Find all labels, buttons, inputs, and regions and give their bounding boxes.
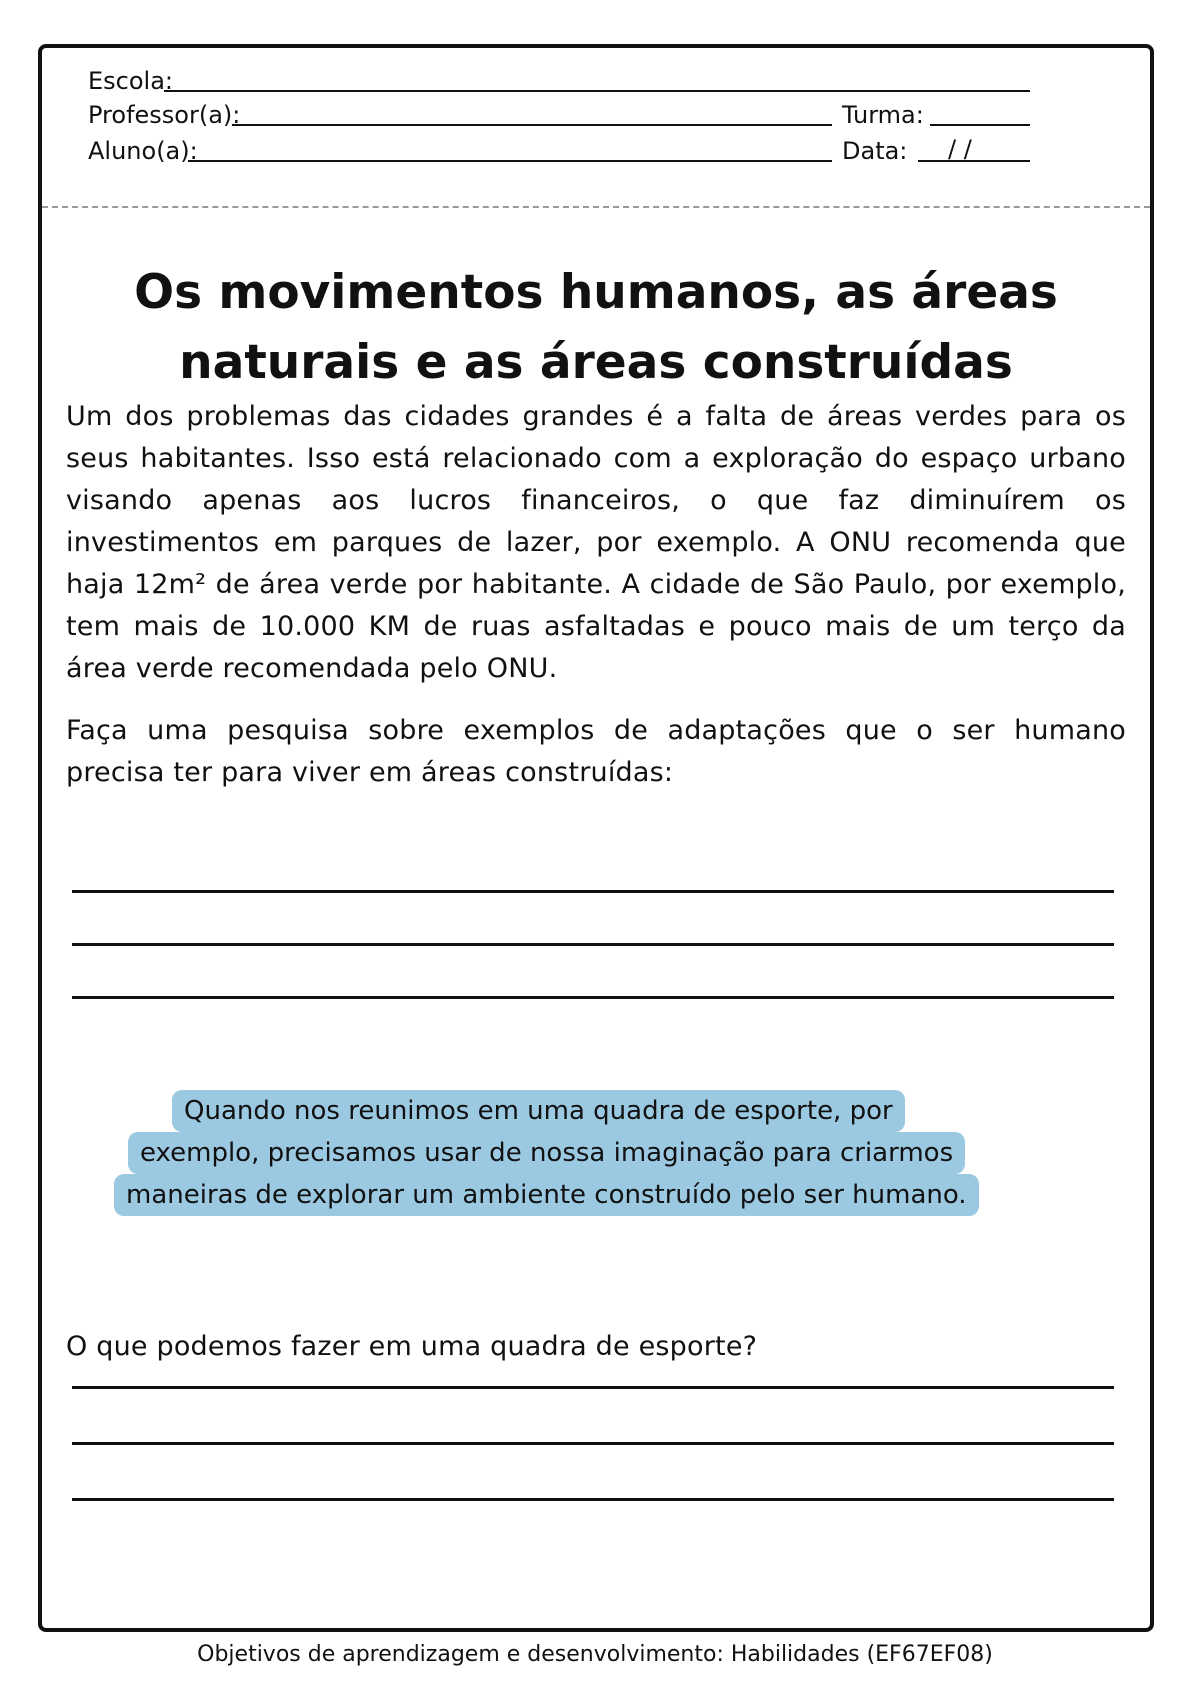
intro-paragraph: Um dos problemas das cidades grandes é a falta de áreas verdes para os seus habitantes. Isso está relacionado com a exploração do espaço urbano visando apenas aos lucros financeiros, o que faz diminuírem os investimentos em parques de lazer, por exemplo. A ONU recomenda que haja 12m² de área verde por habitante. A cidade de São Paulo, por exemplo, tem mais de 10.000 KM de ruas asfaltadas e pouco mais de um terço da área verde recomendada pelo ONU. bbox=[66, 401, 1126, 684]
answer-line-4[interactable] bbox=[72, 1386, 1114, 1389]
aluno-label: Aluno(a): bbox=[88, 137, 198, 165]
answer-line-1[interactable] bbox=[72, 890, 1114, 893]
turma-field[interactable] bbox=[930, 124, 1030, 126]
page-title: Os movimentos humanos, as áreas naturais e as áreas construídas bbox=[134, 265, 1058, 390]
highlight-line-3: maneiras de explorar um ambiente construído pelo ser humano. bbox=[114, 1174, 979, 1216]
question-1: Faça uma pesquisa sobre exemplos de adaptações que o ser humano precisa ter para viver em áreas construídas: bbox=[66, 715, 1126, 788]
professor-field[interactable] bbox=[232, 124, 832, 126]
answer-line-3[interactable] bbox=[72, 996, 1114, 999]
aluno-field[interactable] bbox=[188, 160, 832, 162]
header-divider bbox=[42, 206, 1150, 208]
question-2: O que podemos fazer em uma quadra de esporte? bbox=[66, 1331, 758, 1362]
data-field[interactable] bbox=[918, 160, 1030, 162]
escola-label: Escola: bbox=[88, 67, 174, 95]
professor-label: Professor(a): bbox=[88, 101, 241, 129]
date-slashes: / / bbox=[948, 135, 972, 163]
highlight-line-1: Quando nos reunimos em uma quadra de esporte, por bbox=[172, 1090, 905, 1132]
answer-line-2[interactable] bbox=[72, 943, 1114, 946]
answer-line-5[interactable] bbox=[72, 1442, 1114, 1445]
escola-field[interactable] bbox=[164, 90, 1030, 92]
worksheet-frame bbox=[38, 44, 1154, 1632]
highlight-line-2: exemplo, precisamos usar de nossa imaginação para criarmos bbox=[128, 1132, 965, 1174]
turma-label: Turma: bbox=[842, 101, 924, 129]
data-label: Data: bbox=[842, 137, 908, 165]
answer-line-6[interactable] bbox=[72, 1498, 1114, 1501]
footer-objectives: Objetivos de aprendizagem e desenvolvimento: Habilidades (EF67EF08) bbox=[197, 1642, 993, 1667]
